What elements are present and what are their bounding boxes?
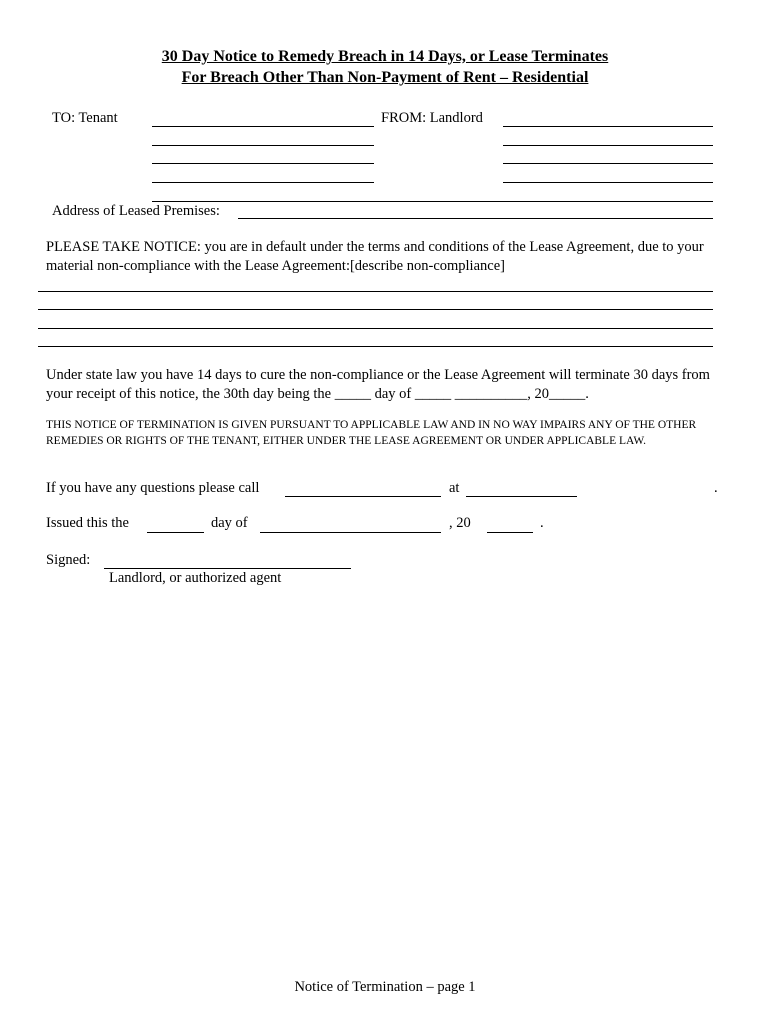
at-label: at — [449, 480, 460, 496]
landlord-line-4[interactable] — [503, 182, 713, 183]
issued-period: . — [540, 515, 544, 531]
questions-label: If you have any questions please call — [46, 480, 260, 496]
termination-paragraph: THIS NOTICE OF TERMINATION IS GIVEN PURSUANT TO APPLICABLE LAW AND IN NO WAY IMPAIRS ANY OF THE OTHER REMEDIES OR RIGHTS OF THE TENANT, EITHER UNDER THE LEASE AGREEMENT OR UNDER APPLICABLE LAW. — [46, 419, 697, 447]
title-line-1: 30 Day Notice to Remedy Breach in 14 Days, or Lease Terminates — [161, 48, 609, 65]
issued-year-line[interactable] — [487, 532, 533, 533]
signed-label: Signed: — [46, 552, 91, 568]
landlord-line-3[interactable] — [503, 163, 713, 164]
tenant-line-2[interactable] — [152, 145, 374, 146]
page-footer: Notice of Termination – page 1 — [294, 979, 476, 995]
describe-line-4[interactable] — [38, 346, 713, 347]
notice-paragraph: PLEASE TAKE NOTICE: you are in default under the terms and conditions of the Lease Agreement, due to your material non-compliance with the Lease Agreement:[describe non-compliance] — [46, 239, 704, 274]
issued-month-line[interactable] — [260, 532, 441, 533]
at-line[interactable] — [466, 496, 577, 497]
address-label: Address of Leased Premises: — [52, 203, 220, 219]
issued-day-line[interactable] — [147, 532, 204, 533]
to-tenant-label: TO: Tenant — [52, 110, 118, 126]
cure-paragraph: Under state law you have 14 days to cure the non-compliance or the Lease Agreement will terminate 30 days from your receipt of this notice, the 30th day being the _____ day of _____ __________, 20_____. — [46, 367, 710, 402]
issued-label: Issued this the — [46, 515, 129, 531]
tenant-line-1[interactable] — [152, 126, 374, 127]
full-width-line[interactable] — [152, 201, 713, 202]
from-landlord-label: FROM: Landlord — [381, 110, 483, 126]
describe-line-3[interactable] — [38, 328, 713, 329]
title-line-2: For Breach Other Than Non-Payment of Rent – Residential — [181, 69, 589, 86]
year-label: , 20 — [449, 515, 471, 531]
questions-period: . — [714, 480, 718, 496]
phone-line[interactable] — [285, 496, 441, 497]
describe-line-2[interactable] — [38, 309, 713, 310]
signer-caption: Landlord, or authorized agent — [109, 570, 282, 586]
signature-line[interactable] — [104, 568, 351, 569]
describe-line-1[interactable] — [38, 291, 713, 292]
address-line[interactable] — [238, 218, 713, 219]
day-of-label: day of — [211, 515, 248, 531]
tenant-line-4[interactable] — [152, 182, 374, 183]
landlord-line-2[interactable] — [503, 145, 713, 146]
tenant-line-3[interactable] — [152, 163, 374, 164]
landlord-line-1[interactable] — [503, 126, 713, 127]
